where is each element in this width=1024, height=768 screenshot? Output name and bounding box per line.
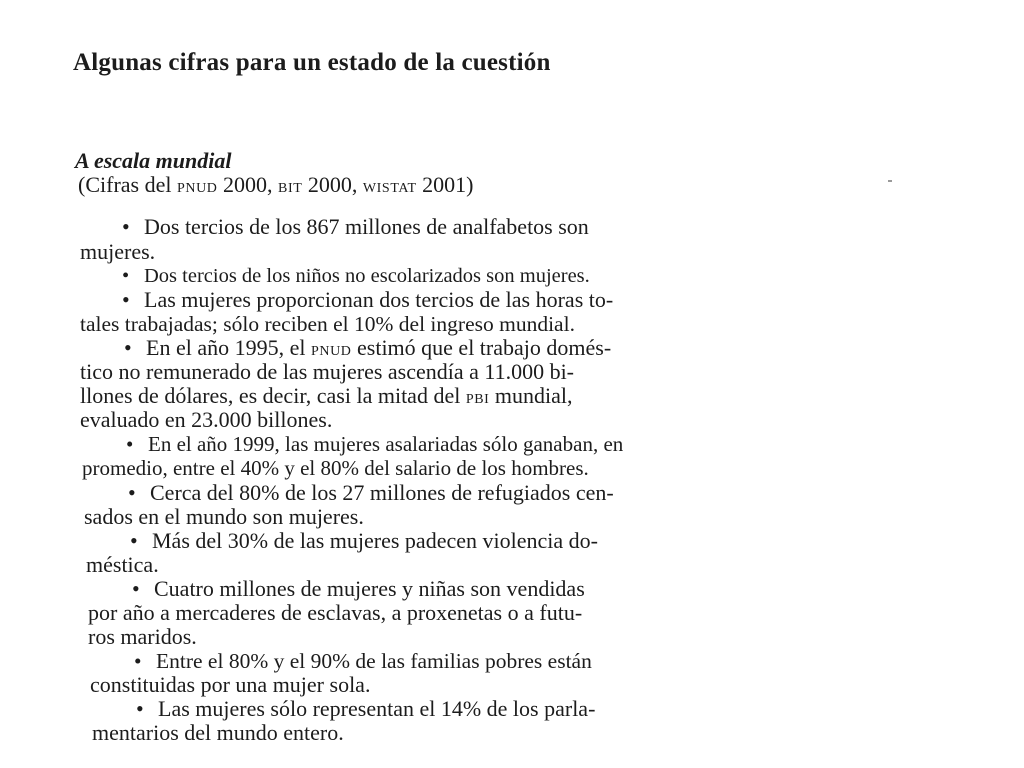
bullet-item-2-line-1: • Dos tercios de los niños no escolarizados son mujeres. [122,265,590,287]
bullet-item-4-line-3: llones de dólares, es decir, casi la mitad del PBI mundial, [80,383,573,408]
bullet-item-3-line-1: • Las mujeres proporcionan dos tercios de las horas to- [122,287,614,312]
bullet-icon: • [122,287,130,312]
bullet-item-6-line-2: sados en el mundo son mujeres. [84,504,364,529]
bullet-icon: • [124,335,132,360]
source-bit: BIT [278,181,303,196]
bullet-icon: • [134,649,142,673]
bullet-item-8-line-1: • Cuatro millones de mujeres y niñas son vendidas [132,576,585,601]
source-wistat: WISTAT [362,181,417,196]
bullet-icon: • [132,576,140,601]
bullet-icon: • [122,214,130,239]
bullet-item-3-line-2: tales trabajadas; sólo reciben el 10% del ingreso mundial. [80,312,575,336]
bullet-item-10-line-2: mentarios del mundo entero. [92,720,344,745]
bullet-icon: • [126,432,134,456]
scan-speck [888,180,892,182]
bullet-icon: • [128,480,136,505]
bullet-item-8-line-2: por año a mercaderes de esclavas, a proxenetas o a futu- [88,600,583,625]
page-heading: Algunas cifras para un estado de la cuestión [73,49,551,76]
bullet-item-8-line-3: ros maridos. [88,624,197,649]
bullet-item-10-line-1: • Las mujeres sólo representan el 14% de los parla- [136,696,596,721]
bullet-item-7-line-2: méstica. [86,552,159,577]
bullet-item-4-line-4: evaluado en 23.000 billones. [80,407,333,432]
bullet-item-4-line-2: tico no remunerado de las mujeres ascendía a 11.000 bi- [80,359,575,384]
bullet-item-7-line-1: • Más del 30% de las mujeres padecen violencia do- [130,528,598,553]
bullet-item-5-line-1: • En el año 1999, las mujeres asalariadas sólo ganaban, en [126,432,624,456]
bullet-icon: • [122,265,130,287]
sources-line: (Cifras del PNUD 2000, BIT 2000, WISTAT 2001) [78,172,474,197]
bullet-item-9-line-2: constituidas por una mujer sola. [90,672,371,697]
bullet-item-9-line-1: • Entre el 80% y el 90% de las familias pobres están [134,649,592,673]
bullet-item-1-line-1: • Dos tercios de los 867 millones de analfabetos son [122,214,589,239]
bullet-item-6-line-1: • Cerca del 80% de los 27 millones de refugiados cen- [128,480,614,505]
bullet-icon: • [136,696,144,721]
bullet-icon: • [130,528,138,553]
source-pnud: PNUD [176,181,218,196]
bullet-item-1-line-2: mujeres. [80,239,156,264]
bullet-item-4-line-1: • En el año 1995, el PNUD estimó que el trabajo domés- [124,335,612,360]
section-title: A escala mundial [75,148,232,173]
bullet-item-5-line-2: promedio, entre el 40% y el 80% del salario de los hombres. [82,456,589,480]
